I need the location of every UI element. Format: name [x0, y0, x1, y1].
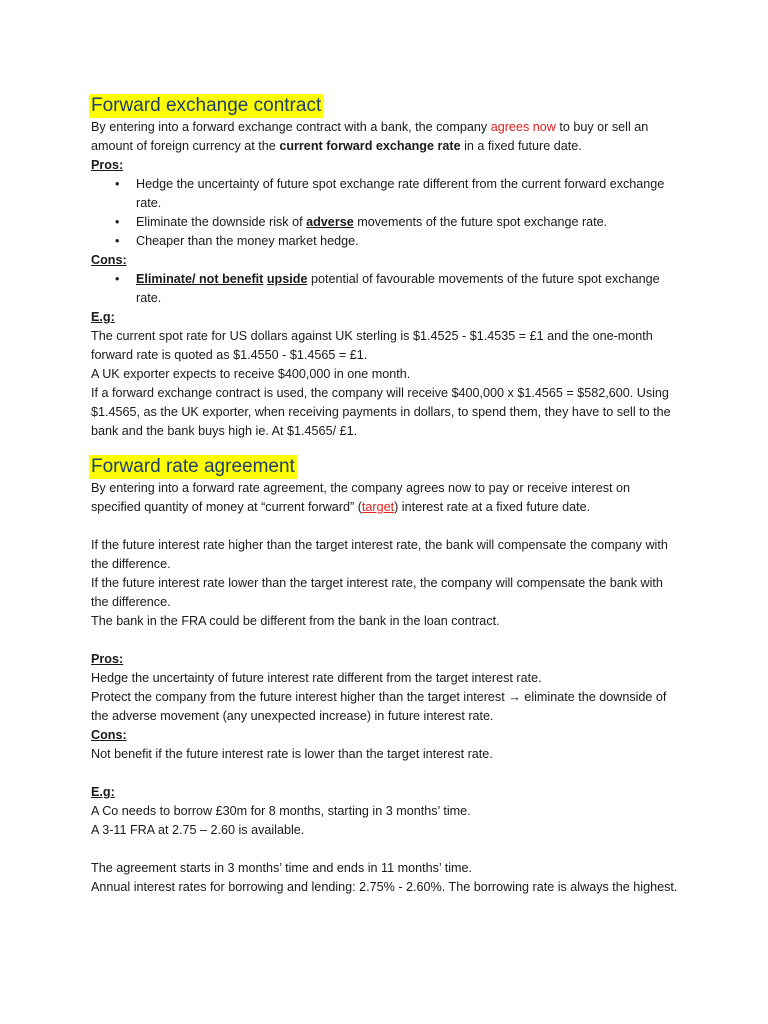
list-item-text: movements of the future spot exchange rate. [353, 215, 608, 229]
list-item: • Cheaper than the money market hedge. [91, 232, 681, 251]
spacer [91, 631, 681, 650]
list-item-text: potential of favourable movements of the future spot exchange rate. [136, 272, 660, 305]
fra-rule-line: If the future interest rate lower than the target interest rate, the company will compensate the bank with the difference. [91, 576, 663, 609]
fra-pros-line: Hedge the uncertainty of future interest rate different from the target interest rate. [91, 671, 542, 685]
fec-intro-paragraph [91, 118, 681, 156]
fra-intro-text: By entering into a forward rate agreement, the company agrees now to pay or receive interest on specified quantity of money at “current forward” ( [91, 481, 631, 514]
list-item: • Hedge the uncertainty of future spot exchange rate different from the current forward exchange rate. [91, 175, 681, 213]
fra-example-line: The agreement starts in 3 months’ time and ends in 11 months’ time. [91, 861, 473, 875]
fec-intro-text: in a fixed future date. [460, 139, 582, 153]
fra-rule-line: If the future interest rate higher than the target interest rate, the bank will compensate the company with the difference. [91, 538, 668, 571]
fra-rule-line: The bank in the FRA could be different from the bank in the loan contract. [91, 614, 500, 628]
document-body [91, 94, 681, 897]
fec-intro-highlight: agrees now [490, 120, 556, 134]
fra-intro-highlight: target [361, 500, 395, 514]
list-item-emphasis: upside [266, 272, 308, 286]
fra-cons-line: Not benefit if the future interest rate is lower than the target interest rate. [91, 747, 493, 761]
list-item [91, 213, 681, 232]
forward-rate-agreement-heading: Forward rate agreement [91, 456, 295, 477]
spacer [91, 764, 681, 783]
list-item-emphasis: Eliminate/ not benefit [136, 272, 264, 286]
fra-example-line: Annual interest rates for borrowing and lending: 2.75% - 2.60%. The borrowing rate is always the highest. [91, 880, 678, 894]
forward-rate-agreement-section [91, 455, 681, 897]
fra-cons-label: Cons: [91, 728, 127, 742]
fec-example-line: A UK exporter expects to receive $400,000 in one month. [91, 367, 411, 381]
fra-pros-line: Protect the company from the future interest higher than the target interest → eliminate the downside of the adverse movement (any unexpected increase) in future interest rate. [91, 690, 667, 723]
list-item-emphasis: adverse [306, 215, 354, 229]
fec-pros-list [91, 175, 681, 251]
fec-intro-text: By entering into a forward exchange contract with a bank, the company [91, 120, 491, 134]
fec-intro-bold: current forward exchange rate [279, 139, 461, 153]
fec-example-label: E.g: [91, 310, 115, 324]
fec-example-line: The current spot rate for US dollars against UK sterling is $1.4525 - $1.4535 = £1 and the one-month forward rate is quoted as $1.4550 - $1.4565 = £1. [91, 329, 653, 362]
fec-cons-label: Cons: [91, 253, 127, 267]
fec-pros-label: Pros: [91, 158, 124, 172]
list-item [91, 270, 681, 308]
fra-intro-paragraph [91, 479, 681, 517]
forward-exchange-contract-section [91, 94, 681, 441]
forward-exchange-contract-heading: Forward exchange contract [91, 95, 322, 116]
fra-pros-label: Pros: [91, 652, 124, 666]
spacer [91, 840, 681, 859]
fec-intro-text: to buy or sell an amount of foreign currency at the [91, 120, 649, 153]
list-item-text: Eliminate the downside risk of [136, 215, 307, 229]
spacer [91, 517, 681, 536]
fra-example-line: A 3-11 FRA at 2.75 – 2.60 is available. [91, 823, 305, 837]
fec-cons-list [91, 270, 681, 308]
fra-intro-text: ) interest rate at a fixed future date. [394, 500, 591, 514]
fec-example-line: If a forward exchange contract is used, the company will receive $400,000 x $1.4565 = $582,600. Using $1.4565, as the UK exporter, when receiving payments in dollars, to spend them, they have to sell to the bank and the bank buys high ie. At $1.4565/ £1. [91, 386, 671, 438]
fra-example-line: A Co needs to borrow £30m for 8 months, starting in 3 months’ time. [91, 804, 471, 818]
fra-example-label: E.g: [91, 785, 115, 799]
